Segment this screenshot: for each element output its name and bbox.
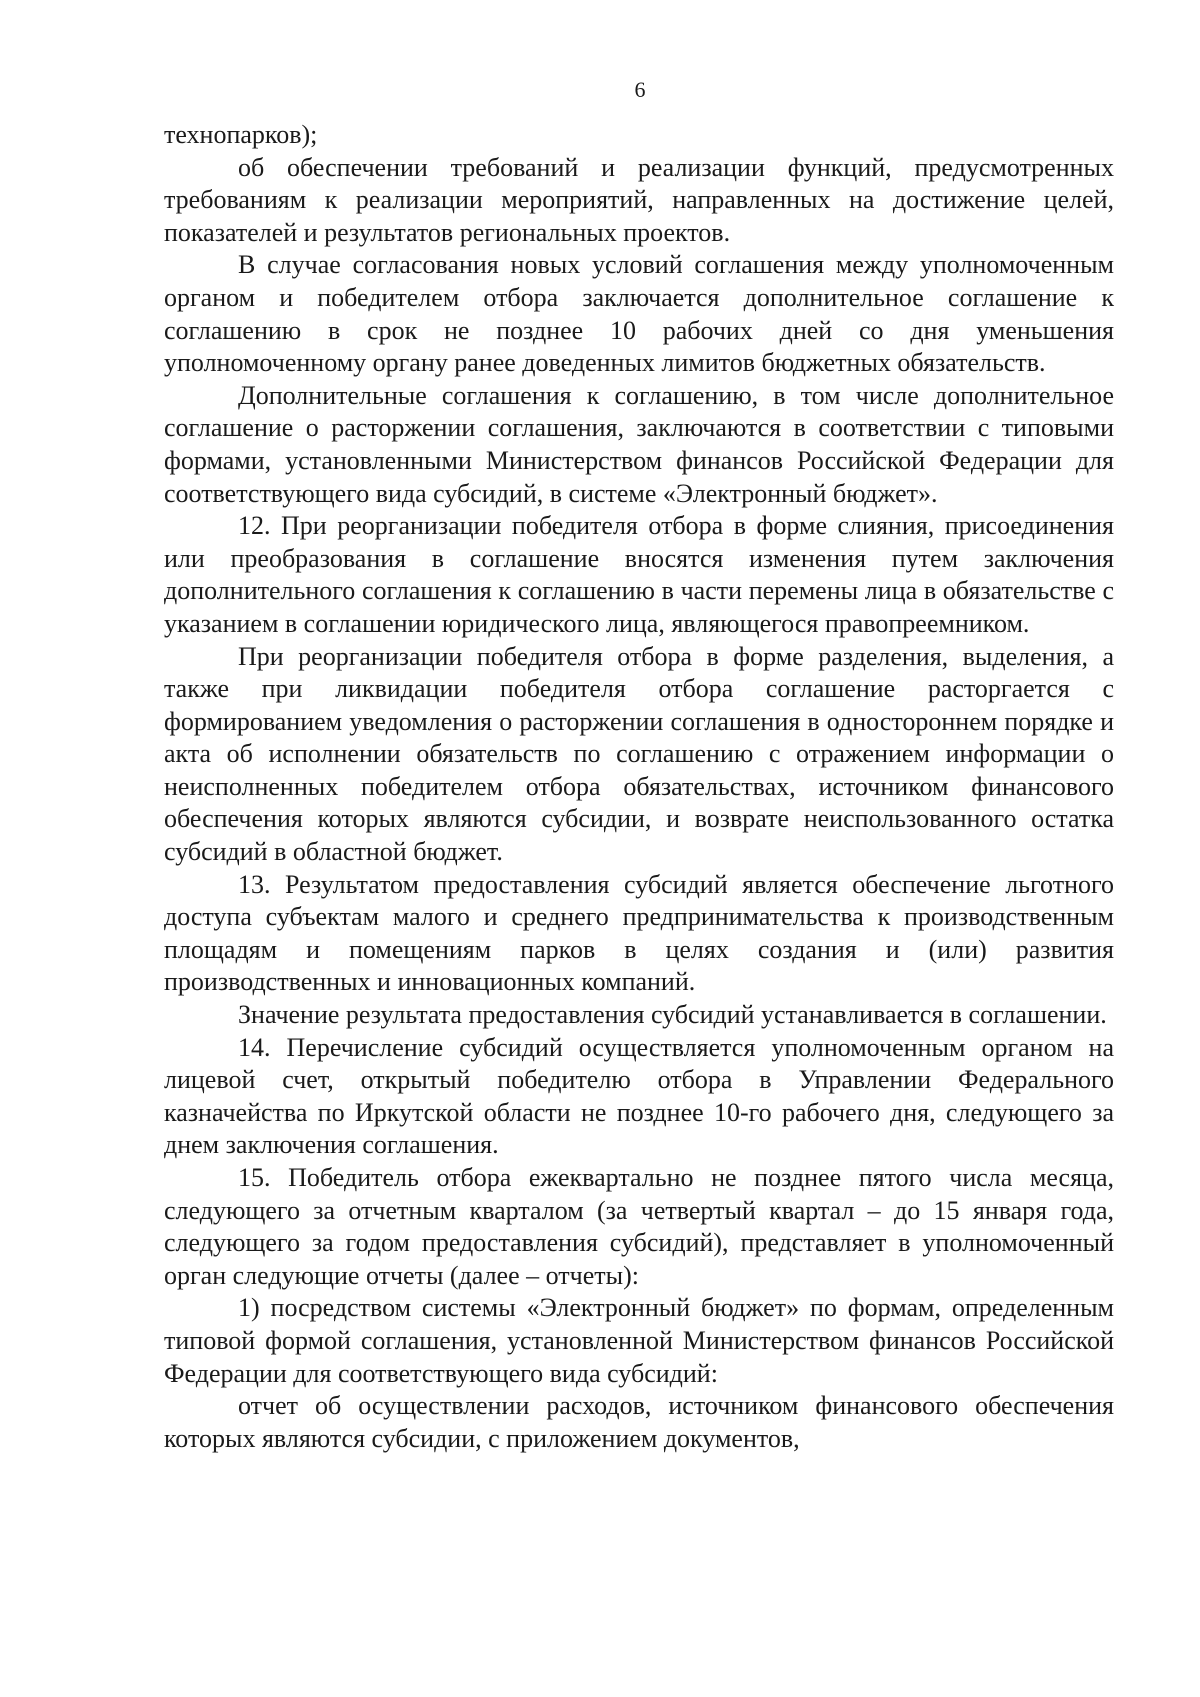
paragraph-new-conditions: В случае согласования новых условий соглашения между уполномоченным органом и победителем отбора заключается дополнительное соглашение к соглашению в срок не позднее 10 рабочих дней со дня уменьшения уполномоченному органу ранее доведенных лимитов бюджетных обязательств. xyxy=(164,250,1114,378)
paragraph-item-14: 14. Перечисление субсидий осуществляется уполномоченным органом на лицевой счет, открытый победителю отбора в Управлении Федерального казначейства по Иркутской области не позднее 10-го рабочего дня, следующего за днем заключения соглашения. xyxy=(164,1032,1114,1160)
paragraph-additional-agreements: Дополнительные соглашения к соглашению, в том числе дополнительное соглашение о расторжении соглашения, заключаются в соответствии с типовыми формами, установленными Министерством финансов Российской Федерации для соответствующего вида субсидий, в системе «Электронный бюджет». xyxy=(164,380,1114,508)
paragraph-requirements: об обеспечении требований и реализации функций, предусмотренных требованиям к реализации мероприятий, направленных на достижение целей, показателей и результатов региональных проектов. xyxy=(164,152,1114,247)
paragraph-item-13: 13. Результатом предоставления субсидий является обеспечение льготного доступа субъектам малого и среднего предпринимательства к производственным площадям и помещениям парков в целях создания и (или) развития производственных и инновационных компаний. xyxy=(164,869,1114,997)
paragraph-item-15: 15. Победитель отбора ежеквартально не позднее пятого числа месяца, следующего за отчетным кварталом (за четвертый квартал – до 15 января года, следующего за годом предоставления субсидий), представляет в уполномоченный орган следующие отчеты (далее – отчеты): xyxy=(164,1163,1114,1290)
paragraph-result-value: Значение результата предоставления субсидий устанавливается в соглашении. xyxy=(238,1000,1107,1030)
paragraph-continuation: технопарков); xyxy=(164,120,318,149)
paragraph-expense-report: отчет об осуществлении расходов, источником финансового обеспечения которых являются субсидии, с приложением документов, xyxy=(164,1391,1114,1453)
paragraph-reorganization: При реорганизации победителя отбора в форме разделения, выделения, а также при ликвидации победителя отбора соглашение расторгается с формированием уведомления о расторжении соглашения в одностороннем порядке и акта об исполнении обязательств по соглашению с отражением информации о неисполненных победителем отбора обязательствах, источником финансового обеспечения которых являются субсидии, и возврате неиспользованного остатка субсидий в областной бюджет. xyxy=(164,641,1114,867)
page-number: 6 xyxy=(634,77,646,102)
paragraph-item-12: 12. При реорганизации победителя отбора в форме слияния, присоединения или преобразования в соглашение вносятся изменения путем заключения дополнительного соглашения к соглашению в части перемены лица в обязательстве с указанием в соглашении юридического лица, являющегося правопреемником. xyxy=(164,511,1114,638)
document-body xyxy=(164,119,1114,1455)
paragraph-subitem-1: 1) посредством системы «Электронный бюджет» по формам, определенным типовой формой соглашения, установленной Министерством финансов Российской Федерации для соответствующего вида субсидий: xyxy=(164,1293,1114,1388)
